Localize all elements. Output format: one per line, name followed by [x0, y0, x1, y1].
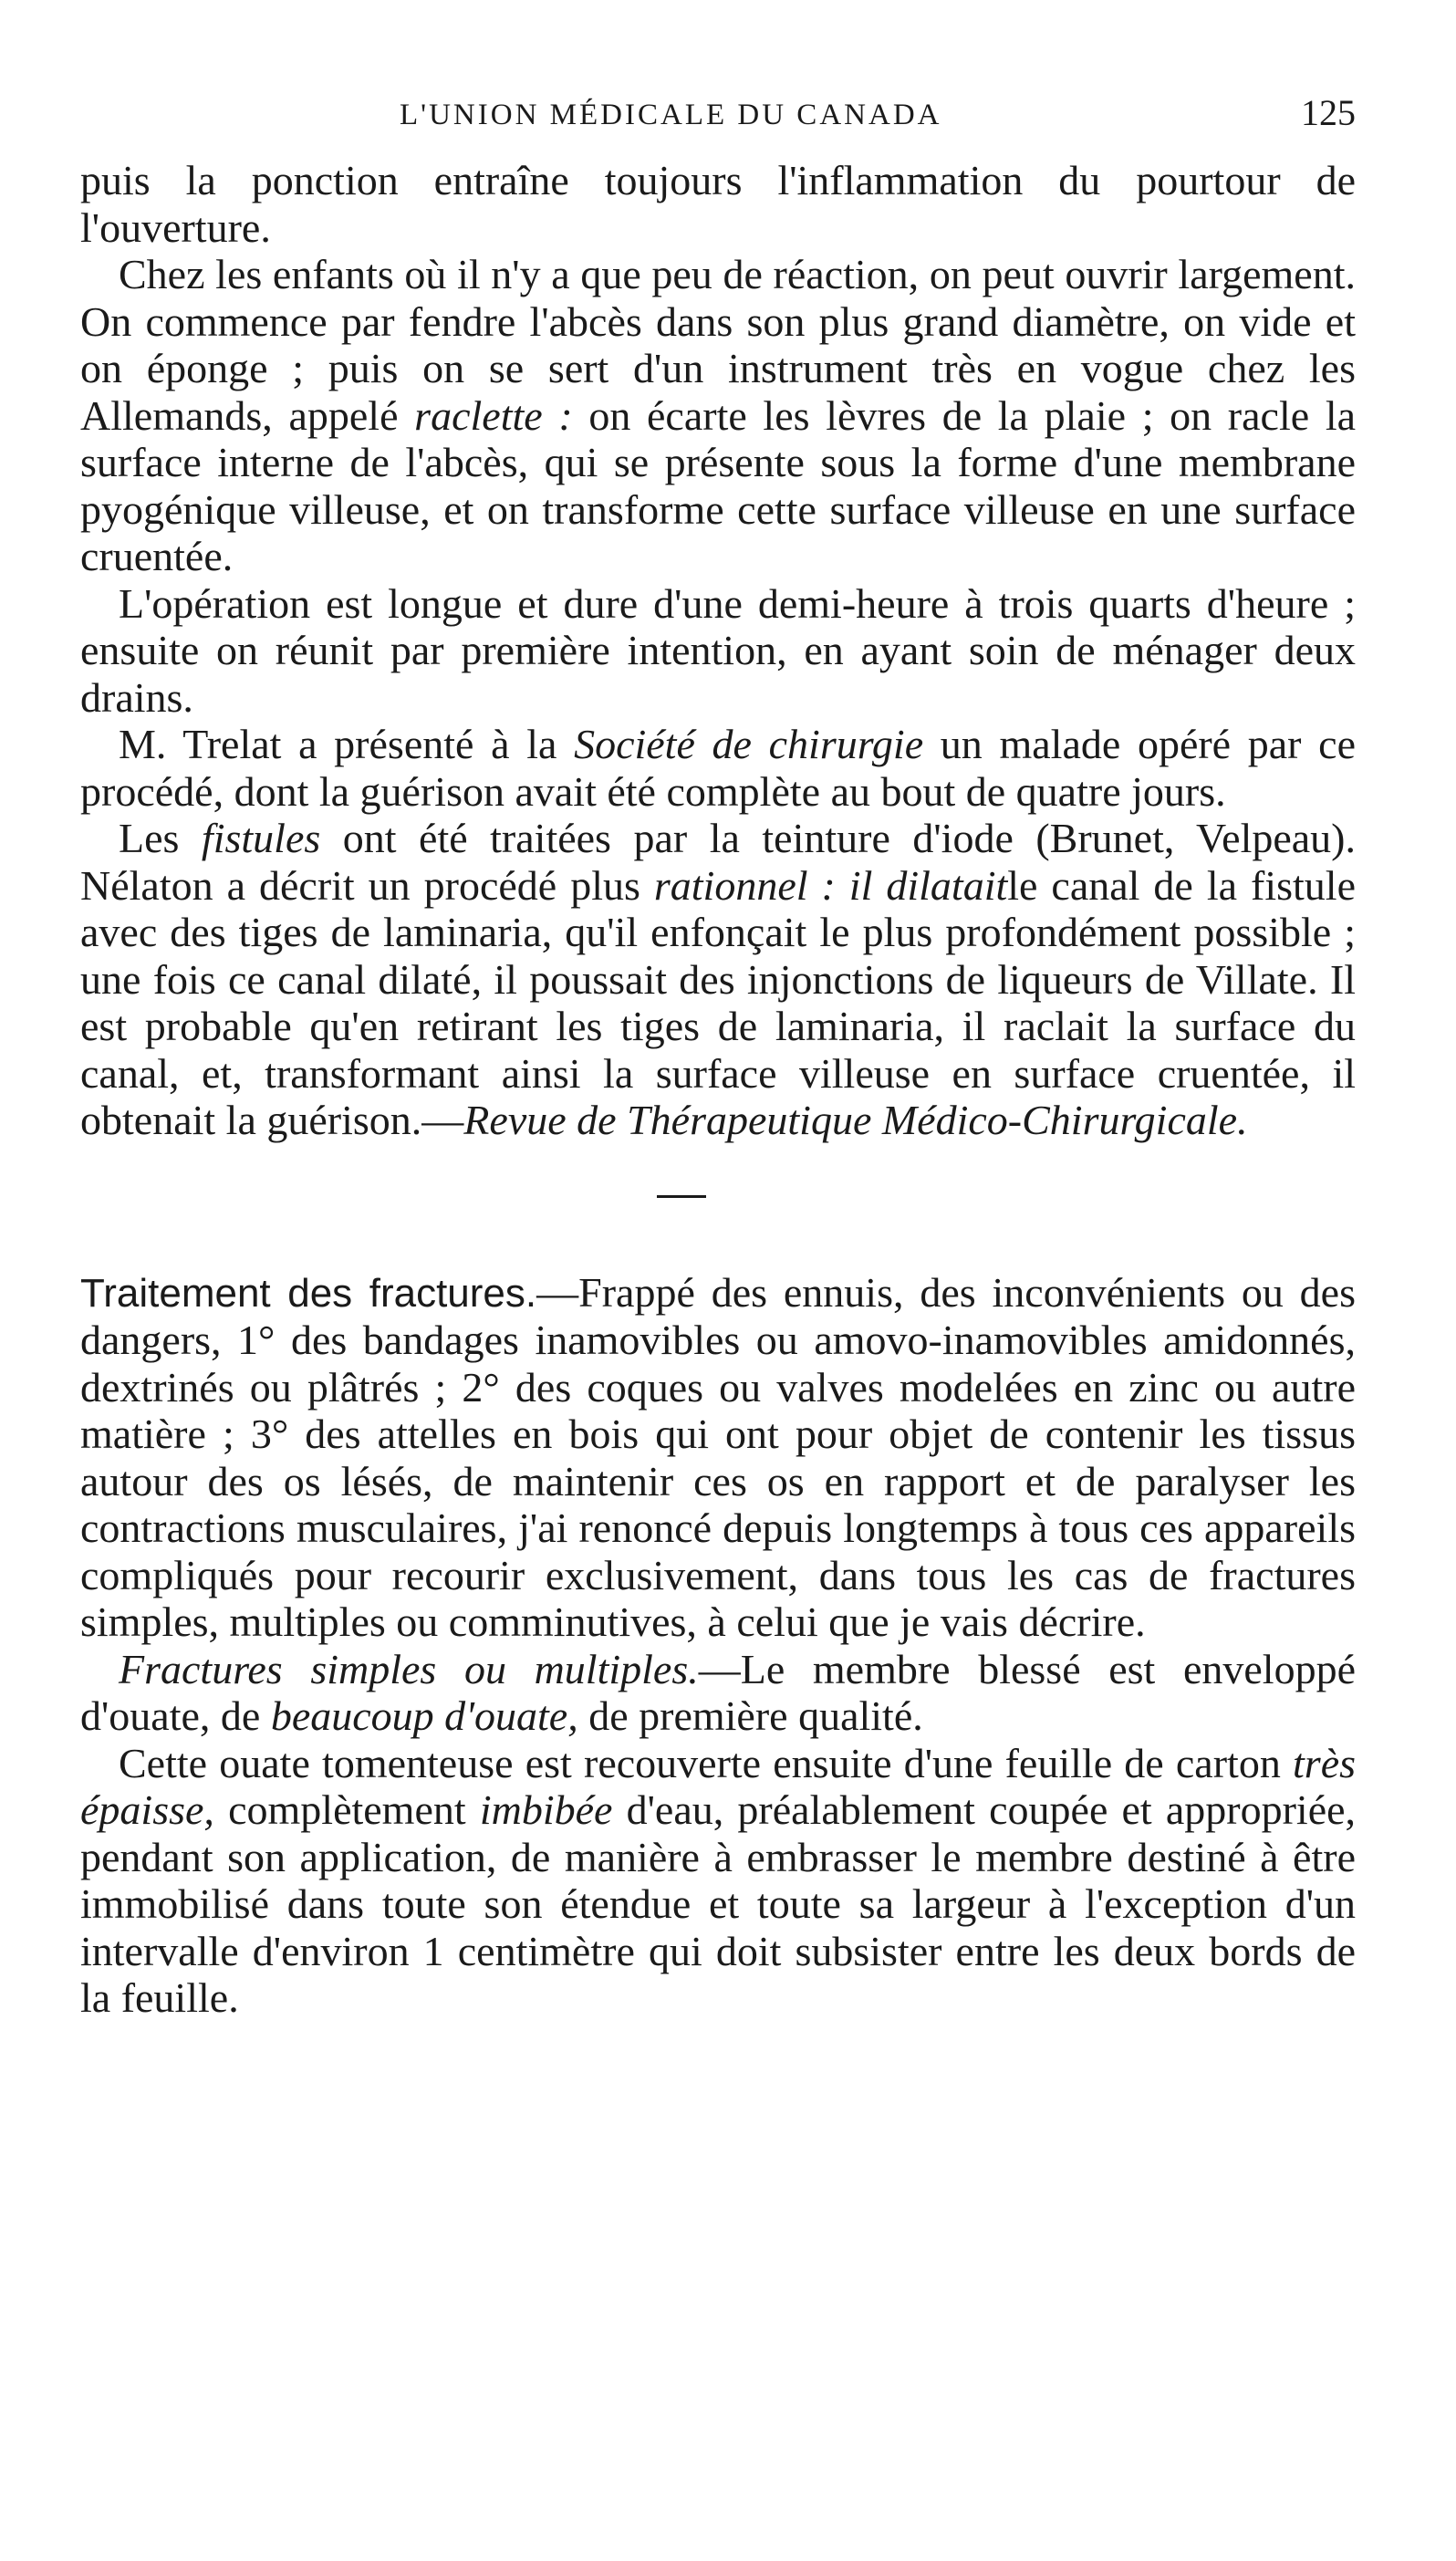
paragraph	[80, 157, 1356, 251]
paragraph-text: Chez les enfants où il n'y a que peu de réaction, on peut ouvrir largement. On commence par fendre l'abcès dans son plus grand diamètre, on vide et on éponge ; puis on se sert d'un instrument très en vogue chez les Allemands, appelé	[80, 251, 1356, 439]
running-head	[80, 91, 1356, 157]
article-abscess-treatment	[80, 157, 1356, 1144]
paragraph-text: le canal de la fistule avec des tiges de laminaria, qu'il enfonçait le plus profondément possible ; une fois ce canal dilaté, il poussait des injonctions de liqueurs de Villate. Il est probable qu'en retirant les tiges de laminaria, il raclait la surface du canal, et, transformant ainsi la surface villeuse en surface cruentée, il obtenait la guérison.—	[80, 861, 1356, 1143]
page-number: 125	[1301, 92, 1356, 133]
section-divider	[657, 1195, 706, 1198]
emphasis: très épaisse,	[80, 1739, 1357, 1833]
emphasis: rationnel : il dilatait	[653, 861, 1008, 909]
emphasis: imbibée	[479, 1786, 613, 1833]
paragraph	[80, 251, 1356, 580]
running-title: L'UNION MÉDICALE DU CANADA	[400, 99, 942, 131]
paragraph-text: ont été traitées par la teinture d'iode (Brunet, Velpeau). Nélaton a décrit un procédé plus	[80, 815, 1357, 909]
paragraph-text: complètement	[228, 1786, 466, 1833]
paragraph-text: —Le membre blessé est enveloppé d'ouate, de	[80, 1645, 1356, 1739]
paragraph-text: de première qualité.	[588, 1692, 923, 1739]
paragraph-text: Les	[119, 815, 180, 861]
paragraph	[80, 1269, 1356, 1646]
paragraph	[80, 815, 1356, 1144]
paragraph	[80, 1740, 1356, 2022]
paragraph-text: puis la ponction entraîne toujours l'inflammation du pourtour de l'ouverture.	[80, 157, 1356, 251]
paragraph	[80, 1646, 1356, 1740]
paragraph-text: M. Trelat a présenté à la	[119, 721, 557, 767]
paragraph	[80, 580, 1356, 722]
source-citation: Revue de Thérapeutique Médico-Chirurgicale.	[463, 1097, 1248, 1143]
paragraph-text: —Frappé des ennuis, des inconvénients ou des dangers, 1° des bandages inamovibles ou amovo-inamovibles amidonnés, dextrinés ou plâtrés ; 2° des coques ou valves modelées en zinc ou autre matière ; 3° des attelles en bois qui ont pour objet de contenir les tissus autour des os lésés, de maintenir ces os en rapport et de paralyser les contractions musculaires, j'ai renoncé depuis longtemps à tous ces appareils compliqués pour recourir exclusivement, dans tous les cas de fractures simples, multiples ou comminutives, à celui que je vais décrire.	[80, 1268, 1356, 1645]
article-fracture-treatment	[80, 1269, 1356, 2022]
paragraph-text: L'opération est longue et dure d'une demi-heure à trois quarts d'heure ; ensuite on réunit par première intention, en ayant soin de ménager deux drains.	[80, 579, 1356, 721]
paragraph-text: d'eau, préalablement coupée et appropriée, pendant son application, de manière à embrasser le membre destiné à être immobilisé dans toute son étendue et toute sa largeur à l'exception d'un intervalle d'environ 1 centimètre qui doit subsister entre les deux bords de la feuille.	[80, 1786, 1357, 2021]
emphasis: Société de chirurgie	[574, 721, 924, 767]
paragraph	[80, 721, 1356, 815]
subheading: Fractures simples ou multiples.	[119, 1645, 699, 1692]
emphasis: fistules	[201, 815, 321, 861]
paragraph-text: Cette ouate tomenteuse est recouverte ensuite d'une feuille de carton	[119, 1739, 1281, 1786]
emphasis: beaucoup d'ouate,	[270, 1692, 578, 1739]
emphasis: raclette :	[414, 391, 573, 439]
paragraph-text: on écarte les lèvres de la plaie ; on racle la surface interne de l'abcès, qui se présente sous la forme d'une membrane pyogénique villeuse, et on transforme cette surface villeuse en une surface cruentée.	[80, 391, 1357, 579]
section-heading: Traitement des fractures.	[80, 1270, 537, 1316]
paragraph-text: un malade opéré par ce procédé, dont la guérison avait été complète au bout de quatre jours.	[80, 721, 1357, 815]
